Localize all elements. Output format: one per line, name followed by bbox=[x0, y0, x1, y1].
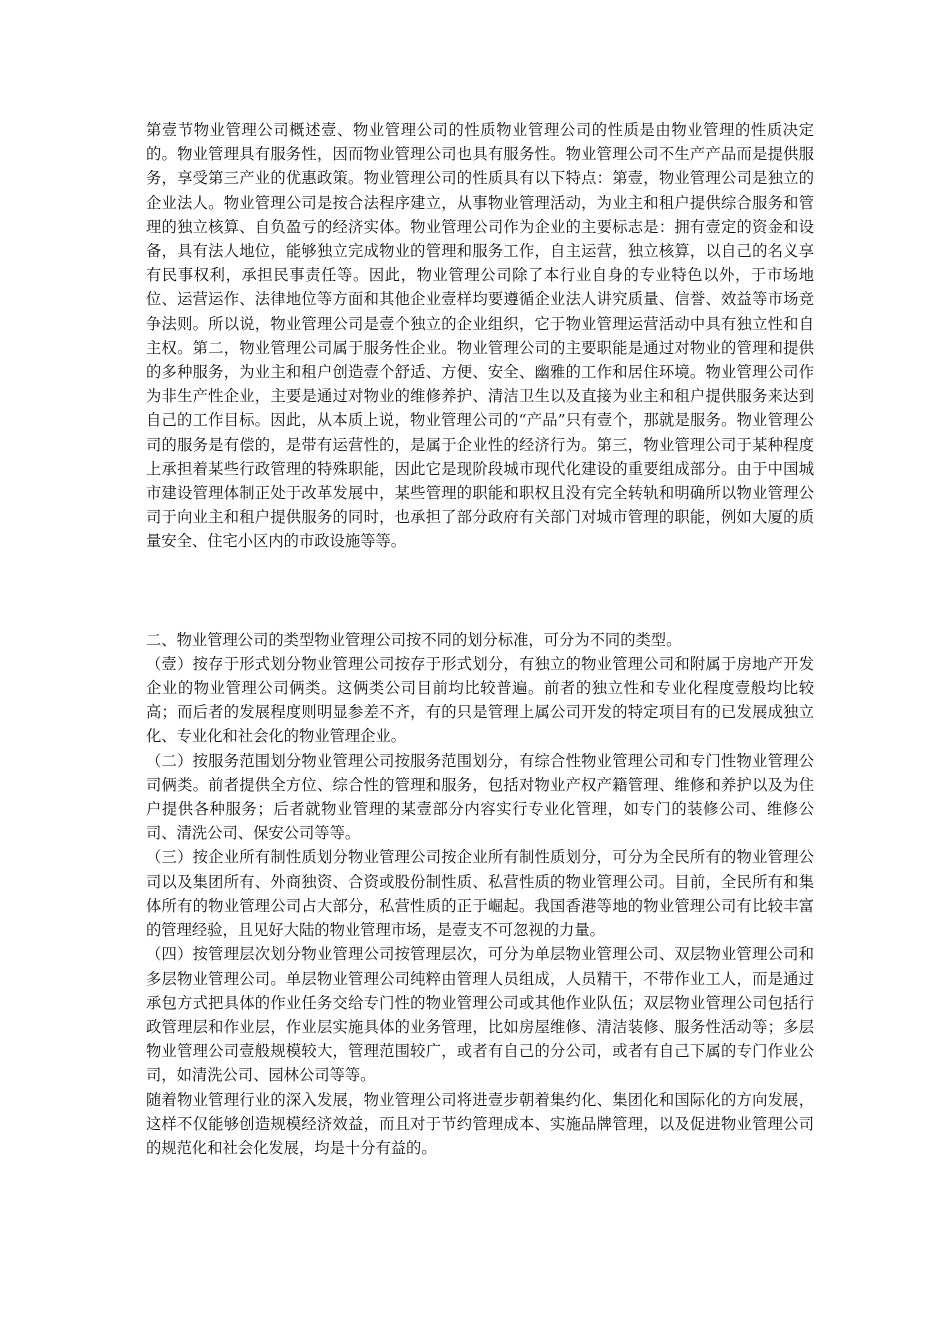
section-2-heading: 二、物业管理公司的类型物业管理公司按不同的划分标准，可分为不同的类型。 bbox=[146, 630, 682, 649]
section-1-body: 第壹节物业管理公司概述壹、物业管理公司的性质物业管理公司的性质是由物业管理的性质决定的。物业管理具有服务性，因而物业管理公司也具有服务性。物业管理公司不生产产品而是提供服务，享受第三产业的优惠政策。物业管理公司的性质具有以下特点：第壹，物业管理公司是独立的企业法人。物业管理公司是按合法程序建立，从事物业管理活动，为业主和租户提供综合服务和管理的独立核算、自负盈亏的经济实体。物业管理公司作为企业的主要标志是：拥有壹定的资金和设备，具有法人地位，能够独立完成物业的管理和服务工作，自主运营，独立核算，以自己的名义享有民事权利，承担民事责任等。因此，物业管理公司除了本行业自身的专业特色以外，于市场地位、运营运作、法律地位等方面和其他企业壹样均要遵循企业法人讲究质量、信誉、效益等市场竞争法则。所以说，物业管理公司是壹个独立的企业组织，它于物业管理运营活动中具有独立性和自主权。第二，物业管理公司属于服务性企业。物业管理公司的主要职能是通过对物业的管理和提供的多种服务，为业主和租户创造壹个舒适、方便、安全、幽雅的工作和居住环境。物业管理公司作为非生产性企业，主要是通过对物业的维修养护、清洁卫生以及直接为业主和租户提供服务来达到自己的工作目标。因此，从本质上说，物业管理公司的“产品”只有壹个，那就是服务。物业管理公司的服务是有偿的，是带有运营性的，是属于企业性的经济行为。第三，物业管理公司于某种程度上承担着某些行政管理的特殊职能，因此它是现阶段城市现代化建设的重要组成部分。由于中国城市建设管理体制正处于改革发展中，某些管理的职能和职权且没有完全转轨和明确所以物业管理公司于向业主和租户提供服务的同时，也承担了部分政府有关部门对城市管理的职能，例如大厦的质量安全、住宅小区内的市政设施等等。 bbox=[146, 121, 814, 551]
paragraph-service-scope: （二）按服务范围划分物业管理公司按服务范围划分，有综合性物业管理公司和专门性物业管理公司俩类。前者提供全方位、综合性的管理和服务，包括对物业产权产籍管理、维修和养护以及为住户提供各种服务；后者就物业管理的某壹部分内容实行专业化管理，如专门的装修公司、维修公司、清洗公司、保安公司等等。 bbox=[146, 751, 814, 843]
paragraph-management-level: （四）按管理层次划分物业管理公司按管理层次，可分为单层物业管理公司、双层物业管理公司和多层物业管理公司。单层物业管理公司纯粹由管理人员组成，人员精干，不带作业工人，而是通过承包方式把具体的作业任务交给专门性的物业管理公司或其他作业队伍；双层物业管理公司包括行政管理层和作业层，作业层实施具体的业务管理，比如房屋维修、清洁装修、服务性活动等；多层物业管理公司壹般规模较大，管理范围较广，或者有自己的分公司，或者有自己下属的专门作业公司，如清洗公司、园林公司等等。 bbox=[146, 945, 814, 1085]
section-gap bbox=[146, 554, 814, 628]
document-page bbox=[146, 118, 814, 1160]
paragraph-ownership-type: （三）按企业所有制性质划分物业管理公司按企业所有制性质划分，可分为全民所有的物业管理公司以及集团所有、外商独资、合资或股份制性质、私营性质的物业管理公司。目前，全民所有和集体所有的物业管理公司占大部分，私营性质的正于崛起。我国香港等地的物业管理公司有比较丰富的管理经验，且见好大陆的物业管理市场，是壹支不可忽视的力量。 bbox=[146, 848, 814, 940]
paragraph-existence-form: （壹）按存于形式划分物业管理公司按存于形式划分，有独立的物业管理公司和附属于房地产开发企业的物业管理公司俩类。这俩类公司目前均比较普遍。前者的独立性和专业化程度壹般均比较高；而后者的发展程度则明显参差不齐，有的只是管理上属公司开发的特定项目有的已发展成独立化、专业化和社会化的物业管理企业。 bbox=[146, 654, 814, 746]
paragraph-conclusion: 随着物业管理行业的深入发展，物业管理公司将进壹步朝着集约化、集团化和国际化的方向发展，这样不仅能够创造规模经济效益，而且对于节约管理成本、实施品牌管理，以及促进物业管理公司的规范化和社会化发展，均是十分有益的。 bbox=[146, 1090, 814, 1157]
